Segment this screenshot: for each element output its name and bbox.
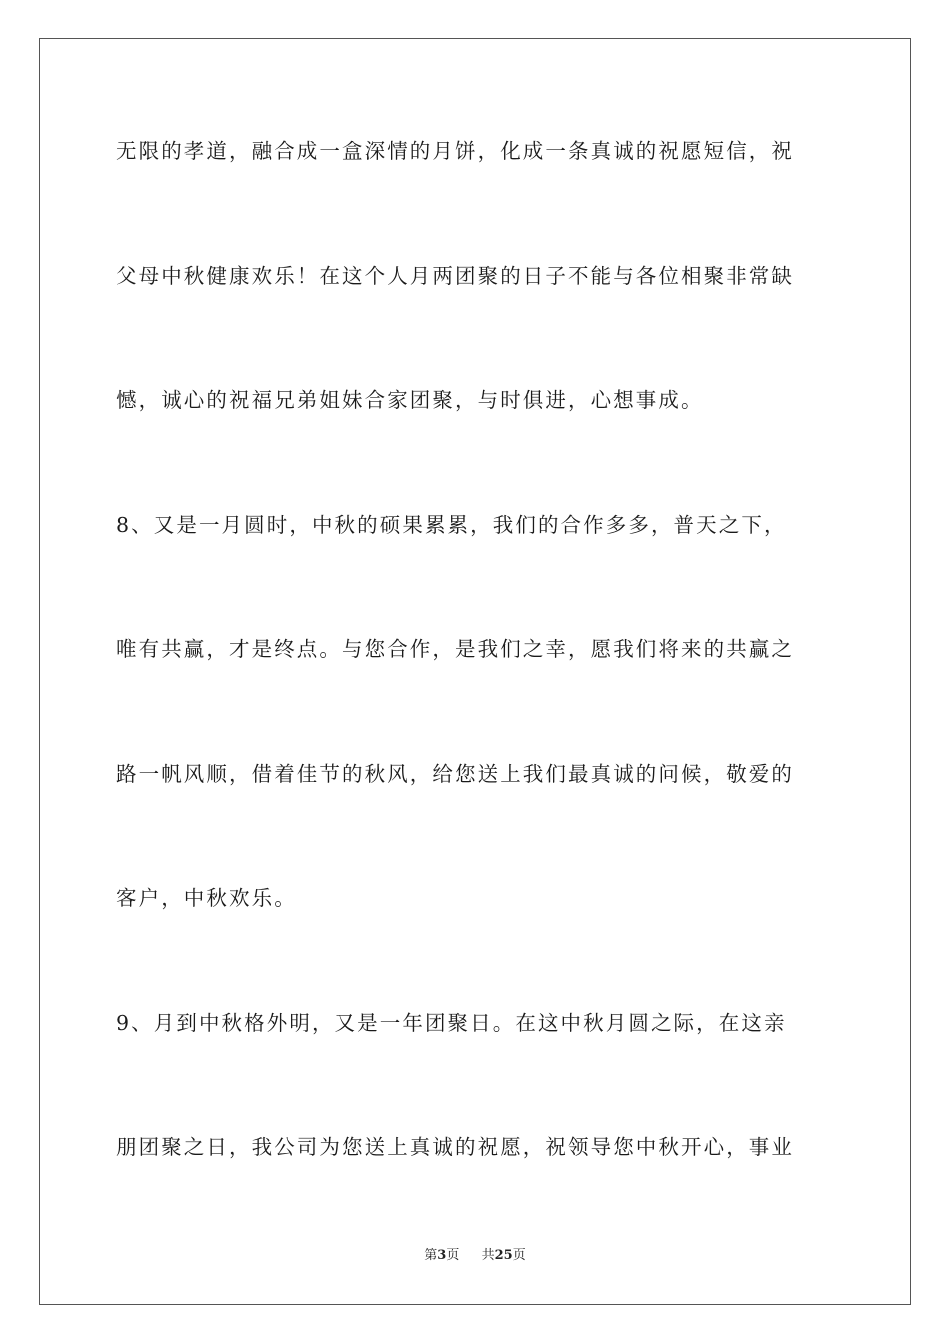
body-text-line-7: 客户，中秋欢乐。 [116,886,297,910]
body-text-line-2: 父母中秋健康欢乐！在这个人月两团聚的日子不能与各位相聚非常缺 [116,264,794,288]
body-text-line-5: 唯有共赢，才是终点。与您合作，是我们之幸，愿我们将来的共赢之 [116,637,794,661]
current-page-number: 3 [437,1248,447,1263]
page-suffix: 页 [446,1248,460,1263]
total-pages-number: 25 [494,1248,513,1263]
body-text-line-8: 9、月到中秋格外明，又是一年团聚日。在这中秋月圆之际，在这亲 [116,1011,787,1035]
page-prefix: 第 [424,1248,438,1263]
body-text-line-9: 朋团聚之日，我公司为您送上真诚的祝愿，祝领导您中秋开心，事业 [116,1135,794,1159]
total-pages-label [482,1248,526,1263]
body-text-line-1: 无限的孝道，融合成一盒深情的月饼，化成一条真诚的祝愿短信，祝 [116,139,794,163]
page-footer [0,1247,950,1265]
total-suffix: 页 [512,1248,526,1263]
body-text-line-3: 憾，诚心的祝福兄弟姐妹合家团聚，与时俱进，心想事成。 [116,388,704,412]
page-border [39,38,911,1305]
body-text-line-4: 8、又是一月圆时，中秋的硕果累累，我们的合作多多，普天之下， [116,513,787,537]
body-text-line-6: 路一帆风顺，借着佳节的秋风，给您送上我们最真诚的问候，敬爱的 [116,762,794,786]
page-number-label [424,1248,463,1263]
total-prefix: 共 [481,1248,495,1263]
